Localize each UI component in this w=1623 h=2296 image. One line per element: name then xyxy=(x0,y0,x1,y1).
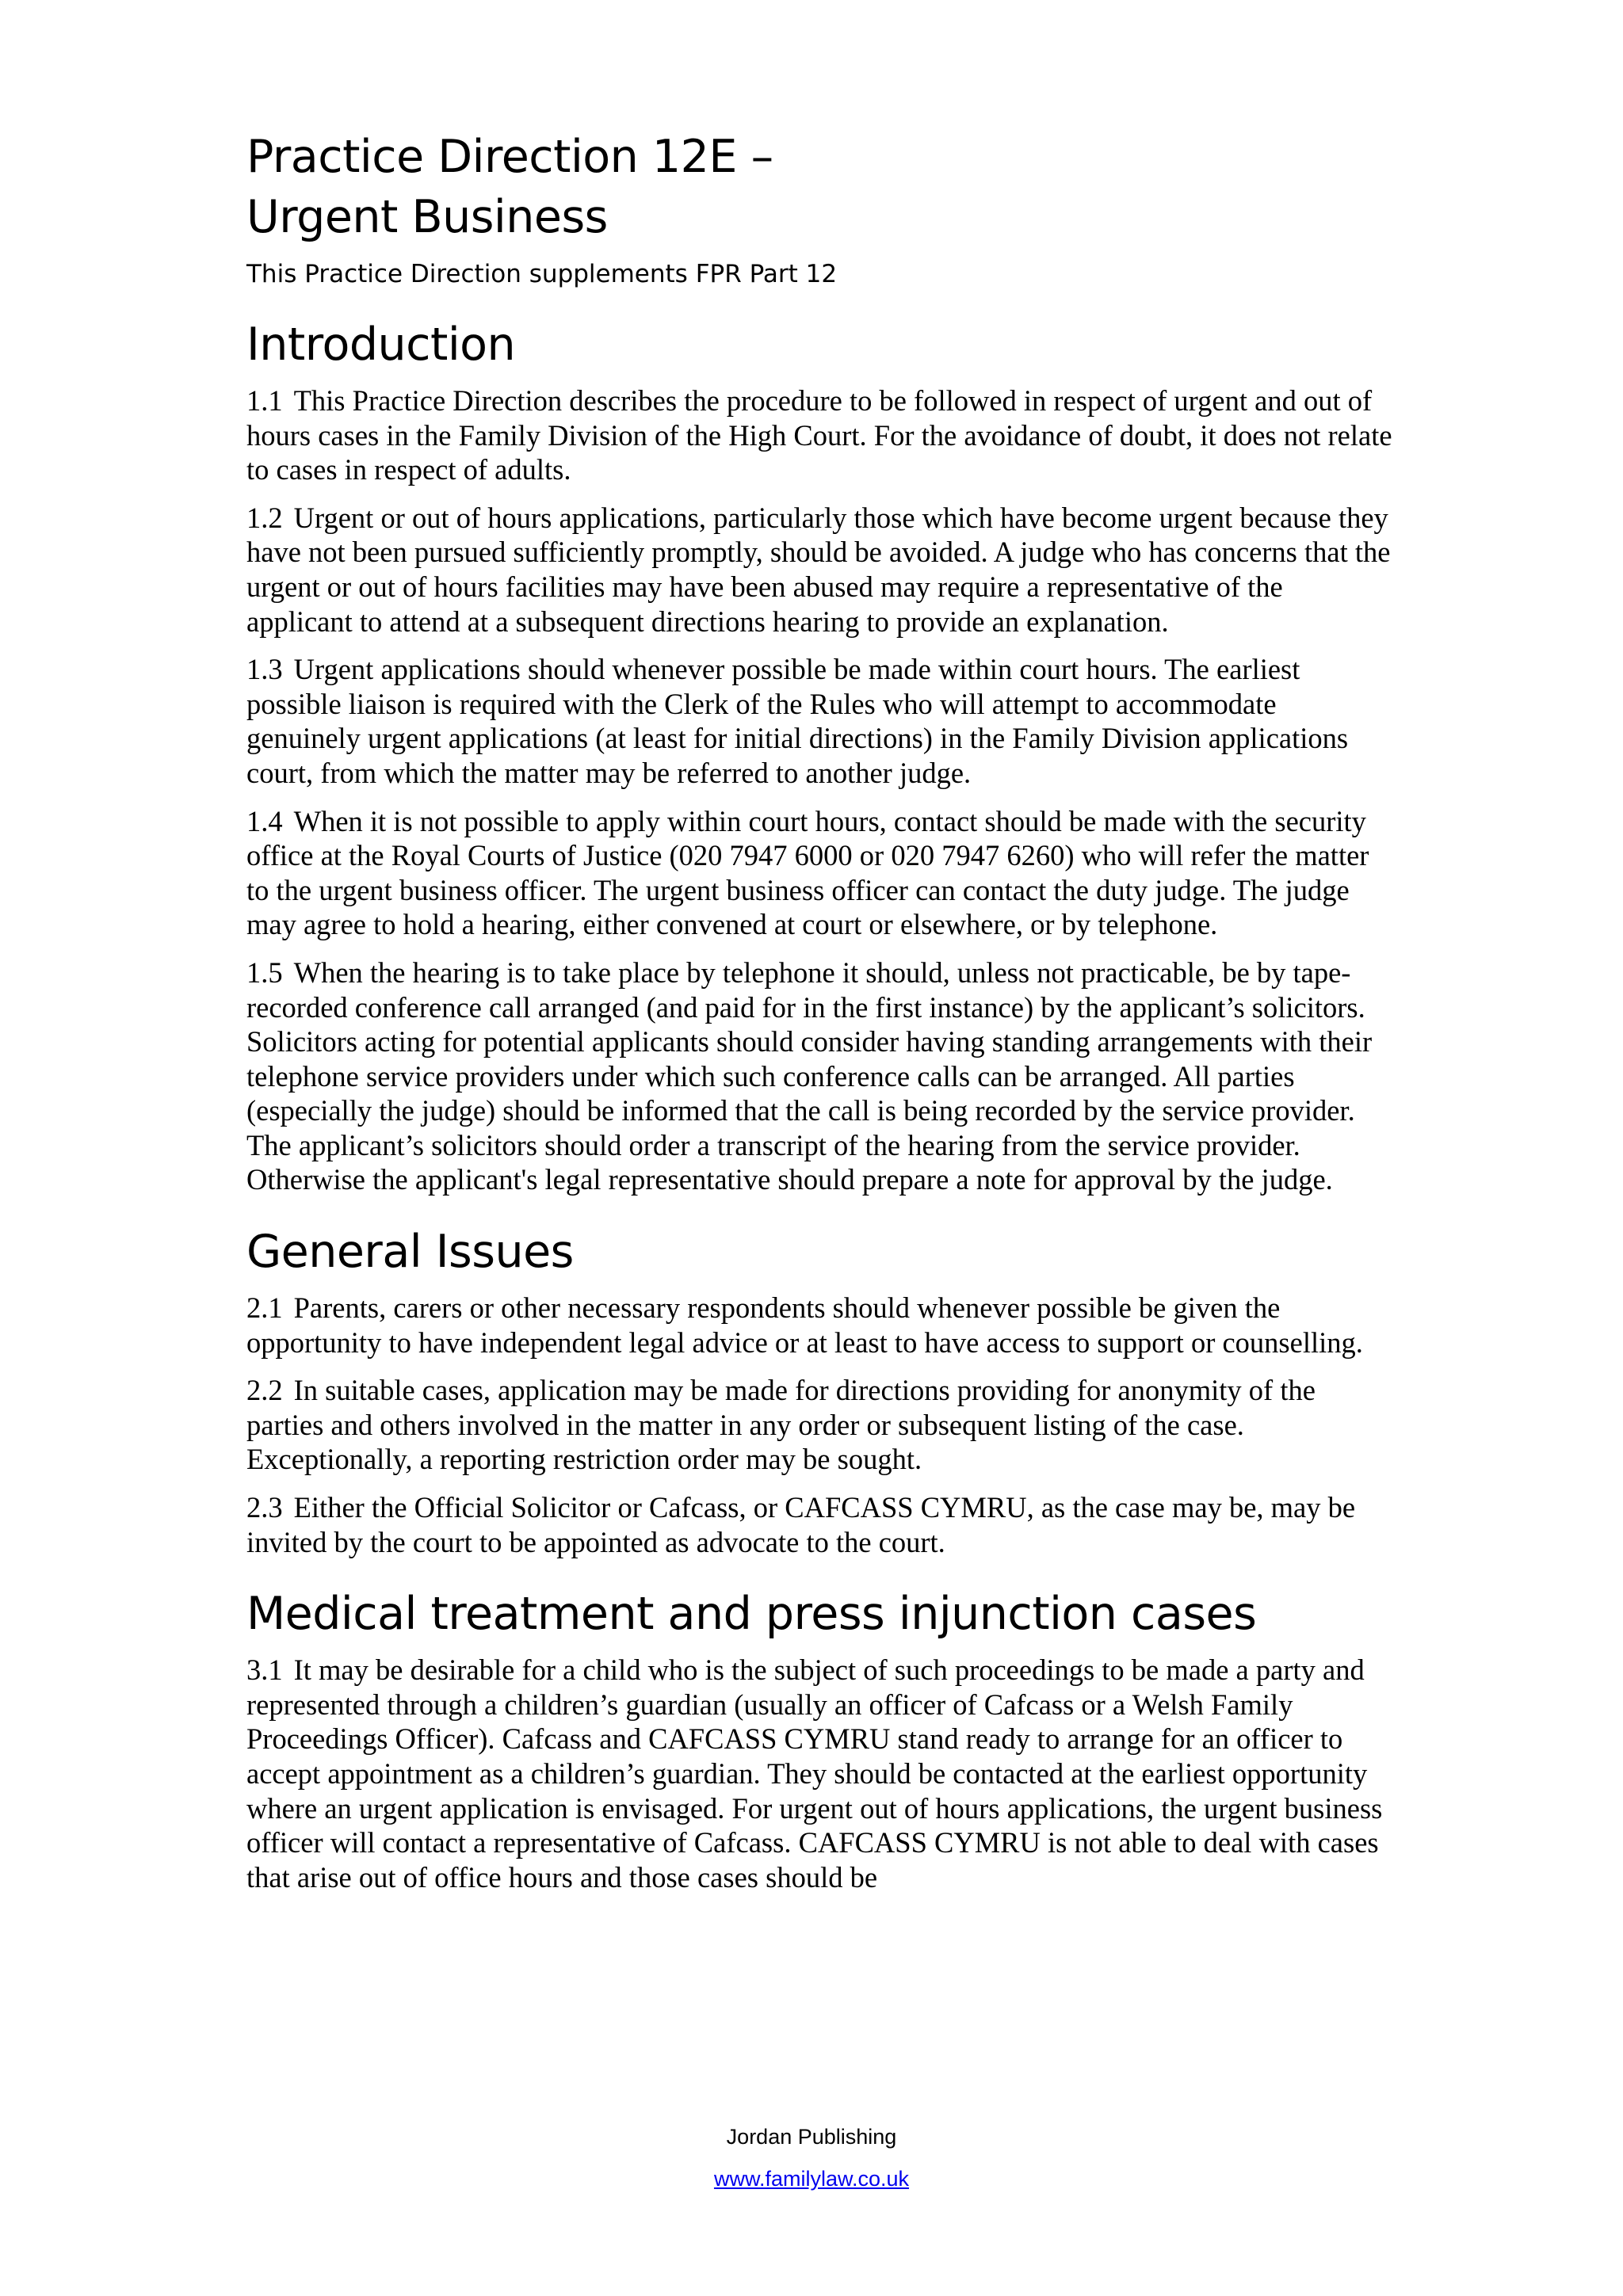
paragraph-text: It may be desirable for a child who is the subject of such proceedings to be made a party and represented through a children’s guardian (usually an officer of Cafcass or a Welsh Family Proceedings Officer). Cafcass and CAFCASS CYMRU stand ready to arrange for an officer to accept appointment as a children’s guardian. They should be contacted at the earliest opportunity where an urgent application is envisaged. For urgent out of hours applications, the urgent business officer will contact a representative of Cafcass. CAFCASS CYMRU is not able to deal with cases that arise out of office hours and those cases should be xyxy=(246,1653,1383,1894)
document-title xyxy=(246,127,1396,247)
footer-publisher: Jordan Publishing xyxy=(726,2125,897,2149)
document-title-line-2: Urgent Business xyxy=(246,191,608,243)
paragraph-number: 2.3 xyxy=(246,1491,283,1524)
paragraph-3-1 xyxy=(246,1653,1396,1894)
document-title-line-1: Practice Direction 12E – xyxy=(246,131,773,183)
paragraph-text: In suitable cases, application may be made for directions providing for anonymity of the parties and others involved in the matter in any order or subsequent listing of the case. Exceptionally, a reporting restriction order may be sought. xyxy=(246,1374,1316,1476)
paragraph-1-3 xyxy=(246,652,1396,790)
paragraph-text: Urgent applications should whenever possible be made within court hours. The earliest possible liaison is required with the Clerk of the Rules who will attempt to accommodate genuinely urgent applications (at least for initial directions) in the Family Division applications court, from which the matter may be referred to another judge. xyxy=(246,653,1349,789)
paragraph-number: 1.2 xyxy=(246,501,283,534)
paragraph-2-2 xyxy=(246,1373,1396,1477)
paragraph-1-1 xyxy=(246,383,1396,487)
section-heading-introduction: Introduction xyxy=(246,318,516,371)
paragraph-number: 2.2 xyxy=(246,1374,283,1407)
section-heading-medical-treatment: Medical treatment and press injunction cases xyxy=(246,1588,1257,1641)
paragraph-number: 1.3 xyxy=(246,653,283,686)
paragraph-number: 1.1 xyxy=(246,384,283,417)
paragraph-1-2 xyxy=(246,501,1396,639)
paragraph-text: Urgent or out of hours applications, particularly those which have become urgent because they have not been pursued sufficiently promptly, should be avoided. A judge who has concerns that the urgent or out of hours facilities may have been abused may require a representative of the applicant to attend at a subsequent directions hearing to provide an explanation. xyxy=(246,501,1391,638)
footer-website-link[interactable]: www.familylaw.co.uk xyxy=(713,2167,910,2191)
paragraph-text: When the hearing is to take place by telephone it should, unless not practicable, be by tape-recorded conference call arranged (and paid for in the first instance) by the applicant’s solicitors. Solicitors acting for potential applicants should consider having standing arrangements with their telephone service providers under which such conference calls can be arranged. All parties (especially the judge) should be informed that the call is being recorded by the service provider. The applicant’s solicitors should order a transcript of the hearing from the service provider. Otherwise the applicant's legal representative should prepare a note for approval by the judge. xyxy=(246,955,1373,1196)
paragraph-text: Either the Official Solicitor or Cafcass, or CAFCASS CYMRU, as the case may be, may be invited by the court to be appointed as advocate to the court. xyxy=(246,1491,1356,1558)
paragraph-text: When it is not possible to apply within court hours, contact should be made with the security office at the Royal Courts of Justice (020 7947 6000 or 020 7947 6260) who will refer the matter to the urgent business officer. The urgent business officer can contact the duty judge. The judge may agree to hold a hearing, either convened at court or elsewhere, or by telephone. xyxy=(246,804,1369,941)
paragraph-text: Parents, carers or other necessary respondents should whenever possible be given the opportunity to have independent legal advice or at least to have access to support or counselling. xyxy=(246,1291,1363,1359)
paragraph-2-3 xyxy=(246,1490,1396,1559)
paragraph-1-5 xyxy=(246,955,1396,1197)
section-heading-general-issues: General Issues xyxy=(246,1226,574,1279)
paragraph-text: This Practice Direction describes the procedure to be followed in respect of urgent and out of hours cases in the Family Division of the High Court. For the avoidance of doubt, it does not relate to cases in respect of adults. xyxy=(246,384,1392,486)
paragraph-number: 1.4 xyxy=(246,804,283,837)
document-page xyxy=(246,127,1396,1908)
paragraph-number: 1.5 xyxy=(246,955,283,989)
paragraph-number: 2.1 xyxy=(246,1291,283,1325)
paragraph-1-4 xyxy=(246,804,1396,942)
paragraph-2-1 xyxy=(246,1291,1396,1360)
document-subtitle: This Practice Direction supplements FPR Part 12 xyxy=(246,260,838,288)
paragraph-number: 3.1 xyxy=(246,1653,283,1687)
